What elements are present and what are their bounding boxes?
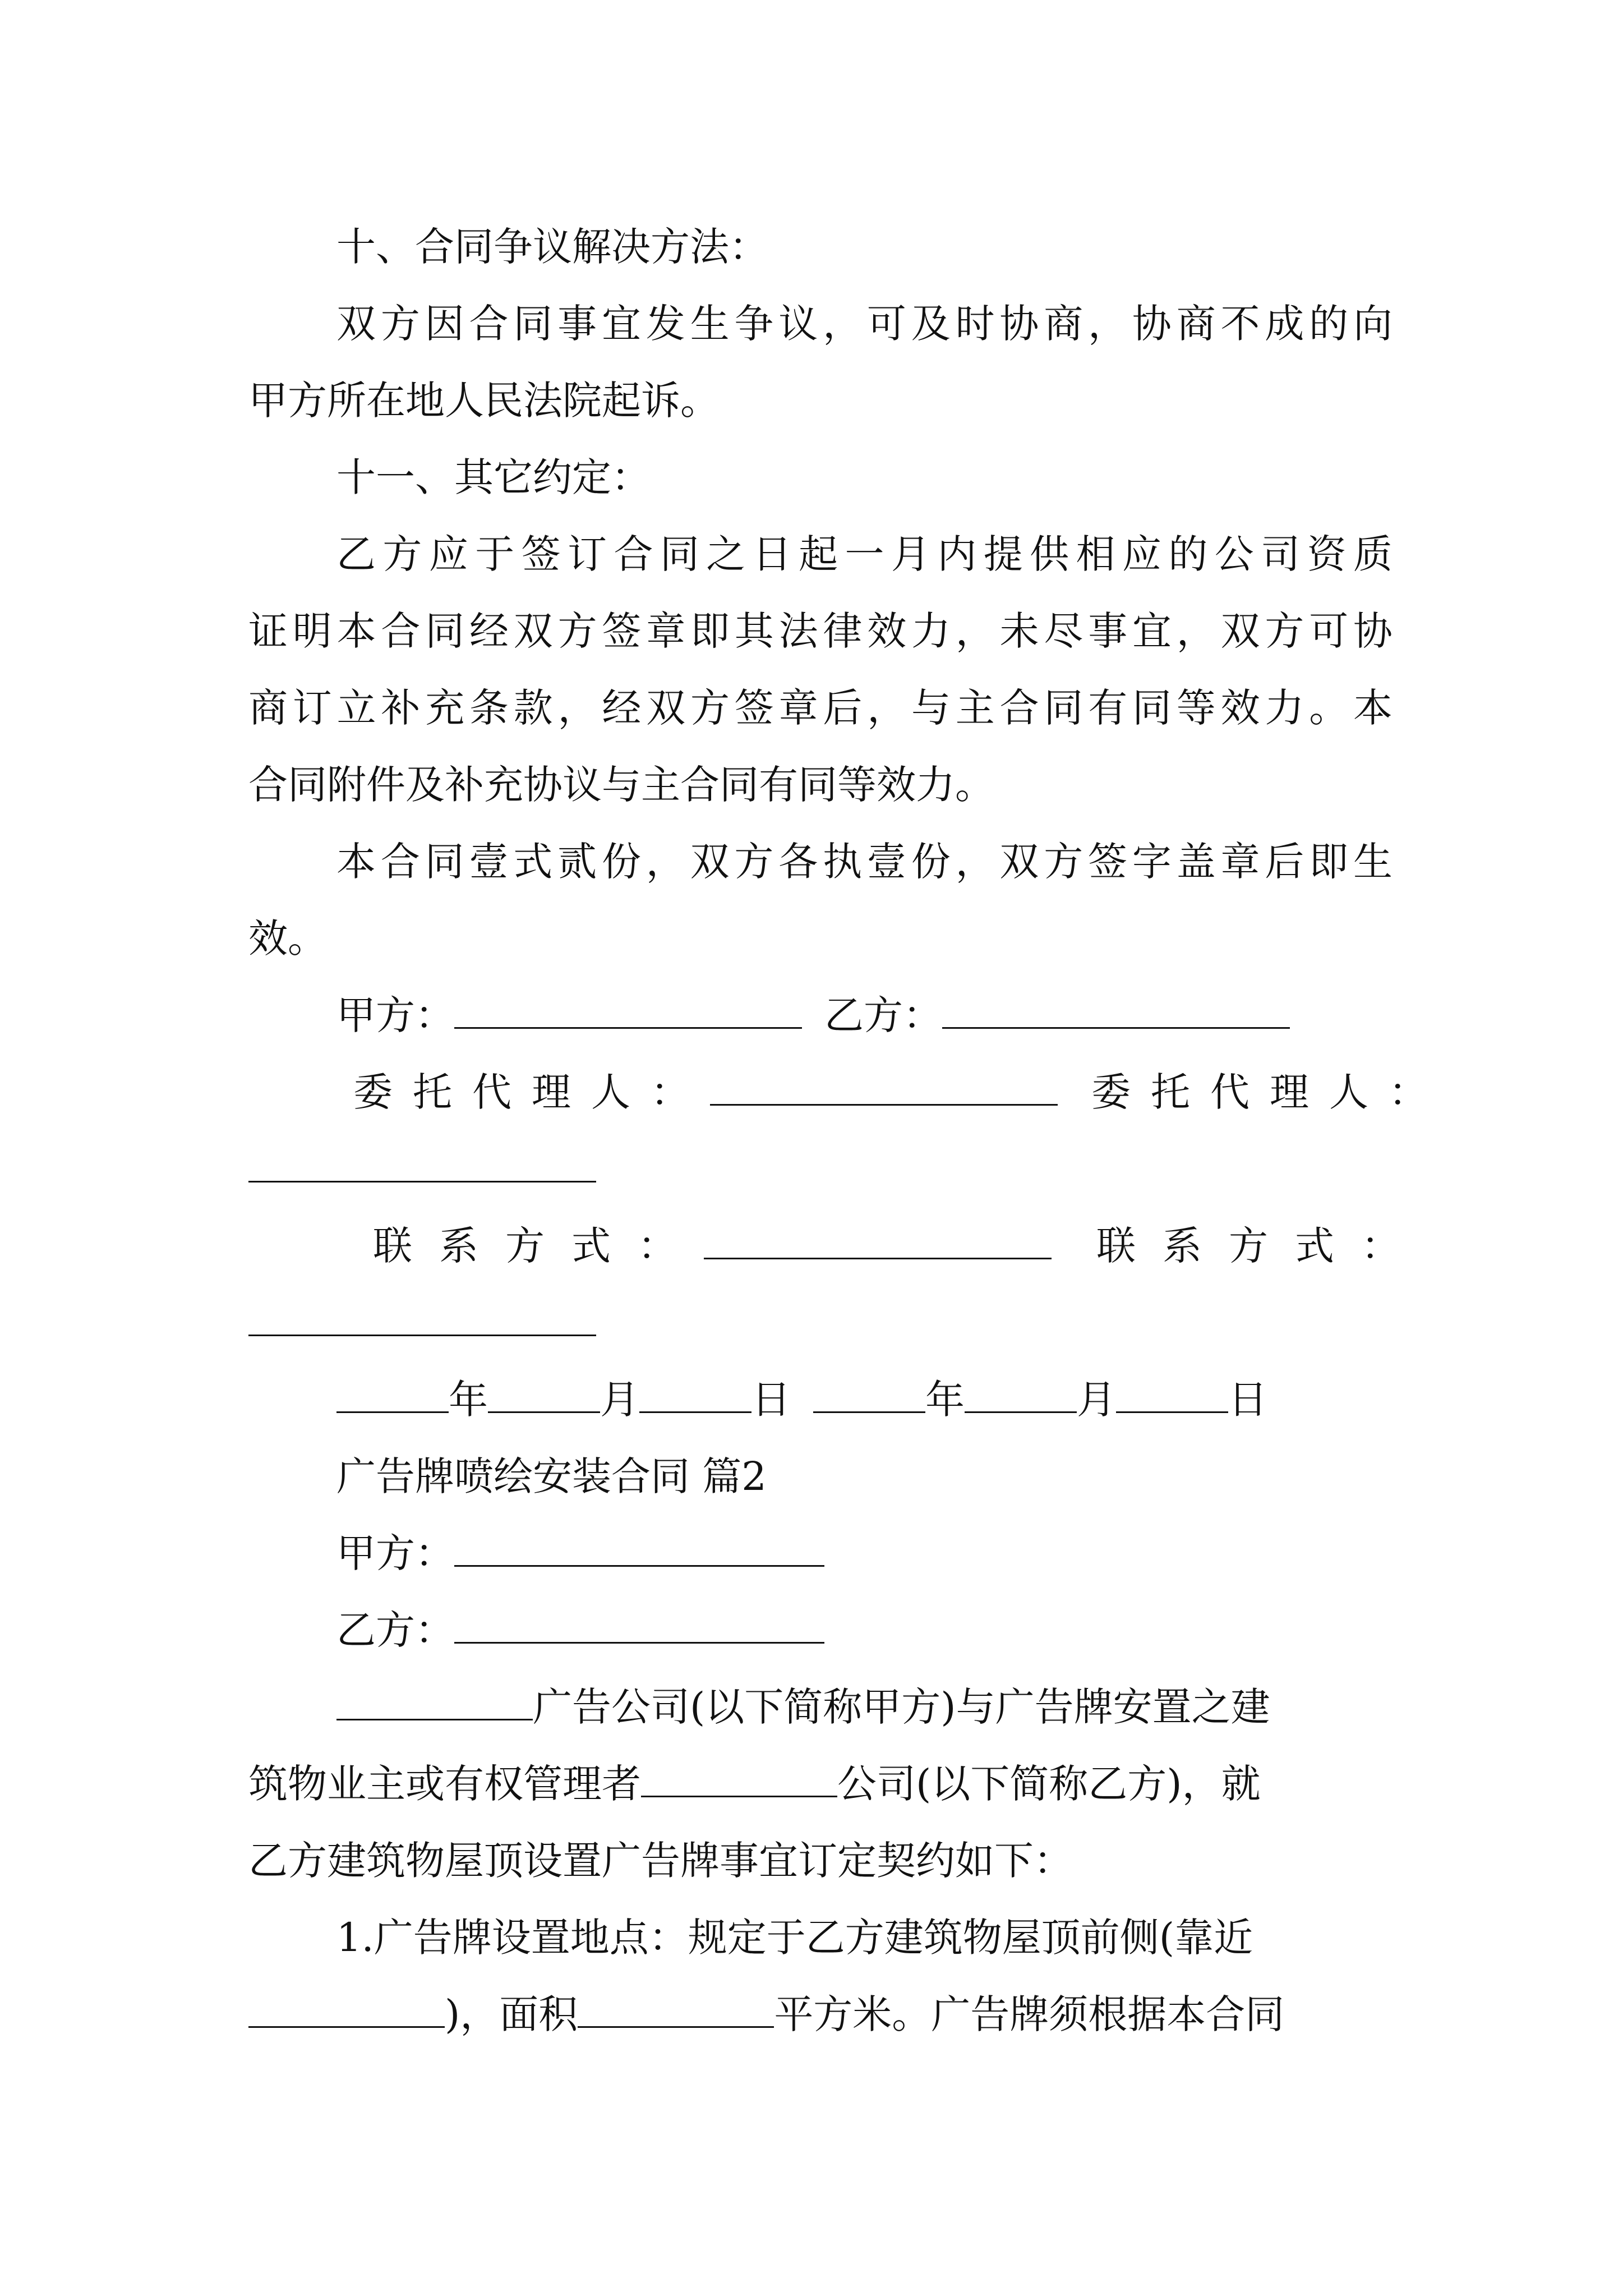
party-b-blank[interactable]: [942, 996, 1290, 1029]
contract-2-party-a-label: 甲方：: [336, 1530, 454, 1576]
contact-a-blank[interactable]: [704, 1226, 1052, 1259]
date-b-day-blank[interactable]: [1116, 1380, 1228, 1413]
contract-2-intro-line-2: [248, 1756, 1393, 1812]
item-1-line-2: [248, 1986, 1393, 2042]
section-10-line-1: 双方因合同事宜发生争议，可及时协商，协商不成的向: [336, 301, 1393, 347]
contract-2-title: 广告牌喷绘安装合同 篇2: [336, 1453, 767, 1499]
section-11-line-2: 证明本合同经双方签章即其法律效力，未尽事宜，双方可协: [248, 608, 1393, 654]
contact-b-blank[interactable]: [248, 1303, 596, 1336]
date-a-year-blank[interactable]: [336, 1380, 449, 1413]
date-a-day-blank[interactable]: [639, 1380, 751, 1413]
date-b-year-blank[interactable]: [813, 1380, 925, 1413]
ad-company-blank[interactable]: [336, 1687, 533, 1720]
date-b-month-blank[interactable]: [965, 1380, 1077, 1413]
date-b-year-label: 年: [925, 1377, 965, 1423]
copies-line-1: 本合同壹式贰份，双方各执壹份，双方签字盖章后即生: [336, 839, 1393, 885]
date-a-year-label: 年: [449, 1377, 488, 1423]
date-a-day-label: 日: [751, 1377, 791, 1423]
contract-2-intro-line-1: [336, 1679, 1481, 1735]
location-blank[interactable]: [248, 1995, 445, 2028]
section-11-line-1: 乙方应于签订合同之日起一月内提供相应的公司资质: [336, 531, 1393, 577]
agent-b-blank-row: [248, 1141, 1393, 1197]
section-11-line-3: 商订立补充条款，经双方签章后，与主合同有同等效力。本: [248, 685, 1393, 731]
item-1-line-2-text-a: )，面积: [445, 1991, 578, 2037]
agent-a-blank[interactable]: [710, 1073, 1058, 1106]
item-1-line-1: 1.广告牌设置地点：规定于乙方建筑物屋顶前侧(靠近: [336, 1915, 1253, 1961]
section-10-line-2: 甲方所在地人民法院起诉。: [248, 378, 720, 424]
contract-2-party-a-row: [336, 1525, 1481, 1581]
section-10-heading: 十、合同争议解决方法：: [336, 224, 768, 270]
date-b-month-label: 月: [1077, 1377, 1116, 1423]
party-b-label: 乙方：: [824, 992, 942, 1038]
area-blank[interactable]: [578, 1995, 774, 2028]
intro-line-2-text-a: 筑物业主或有权管理者: [248, 1761, 641, 1807]
contract-2-party-b-row: [336, 1602, 1481, 1658]
contact-row: [373, 1218, 1517, 1274]
party-a-label: 甲方：: [336, 992, 454, 1038]
contract-2-party-a-blank[interactable]: [454, 1534, 824, 1567]
contact-b-label: 联系方式：: [1096, 1223, 1427, 1269]
contract-2-intro-line-3: 乙方建筑物屋顶设置广告牌事宜订定契约如下：: [248, 1838, 1073, 1884]
contract-2-party-b-label: 乙方：: [336, 1607, 454, 1653]
section-11-line-4: 合同附件及补充协议与主合同有同等效力。: [248, 762, 994, 808]
date-a-month-blank[interactable]: [488, 1380, 600, 1413]
date-a-month-label: 月: [600, 1377, 639, 1423]
item-1-line-2-text-b: 平方米。广告牌须根据本合同: [774, 1991, 1285, 2037]
agent-a-label: 委托代理人：: [353, 1069, 710, 1115]
signature-party-row: [336, 987, 1481, 1043]
intro-line-1-text: 广告公司(以下简称甲方)与广告牌安置之建: [533, 1684, 1270, 1730]
intro-line-2-text-b: 公司(以下简称乙方)，就: [837, 1761, 1261, 1807]
contact-b-blank-row: [248, 1295, 1393, 1351]
owner-company-blank[interactable]: [641, 1764, 837, 1797]
contact-a-label: 联系方式：: [373, 1223, 704, 1269]
date-row: [336, 1372, 1481, 1428]
section-11-heading: 十一、其它约定：: [336, 454, 651, 500]
contract-2-party-b-blank[interactable]: [454, 1611, 824, 1644]
date-b-day-label: 日: [1228, 1377, 1267, 1423]
agent-b-label: 委托代理人：: [1091, 1069, 1448, 1115]
party-a-blank[interactable]: [454, 996, 802, 1029]
copies-line-2: 效。: [248, 915, 327, 961]
agent-b-blank[interactable]: [248, 1149, 596, 1182]
agent-row: [353, 1064, 1497, 1120]
